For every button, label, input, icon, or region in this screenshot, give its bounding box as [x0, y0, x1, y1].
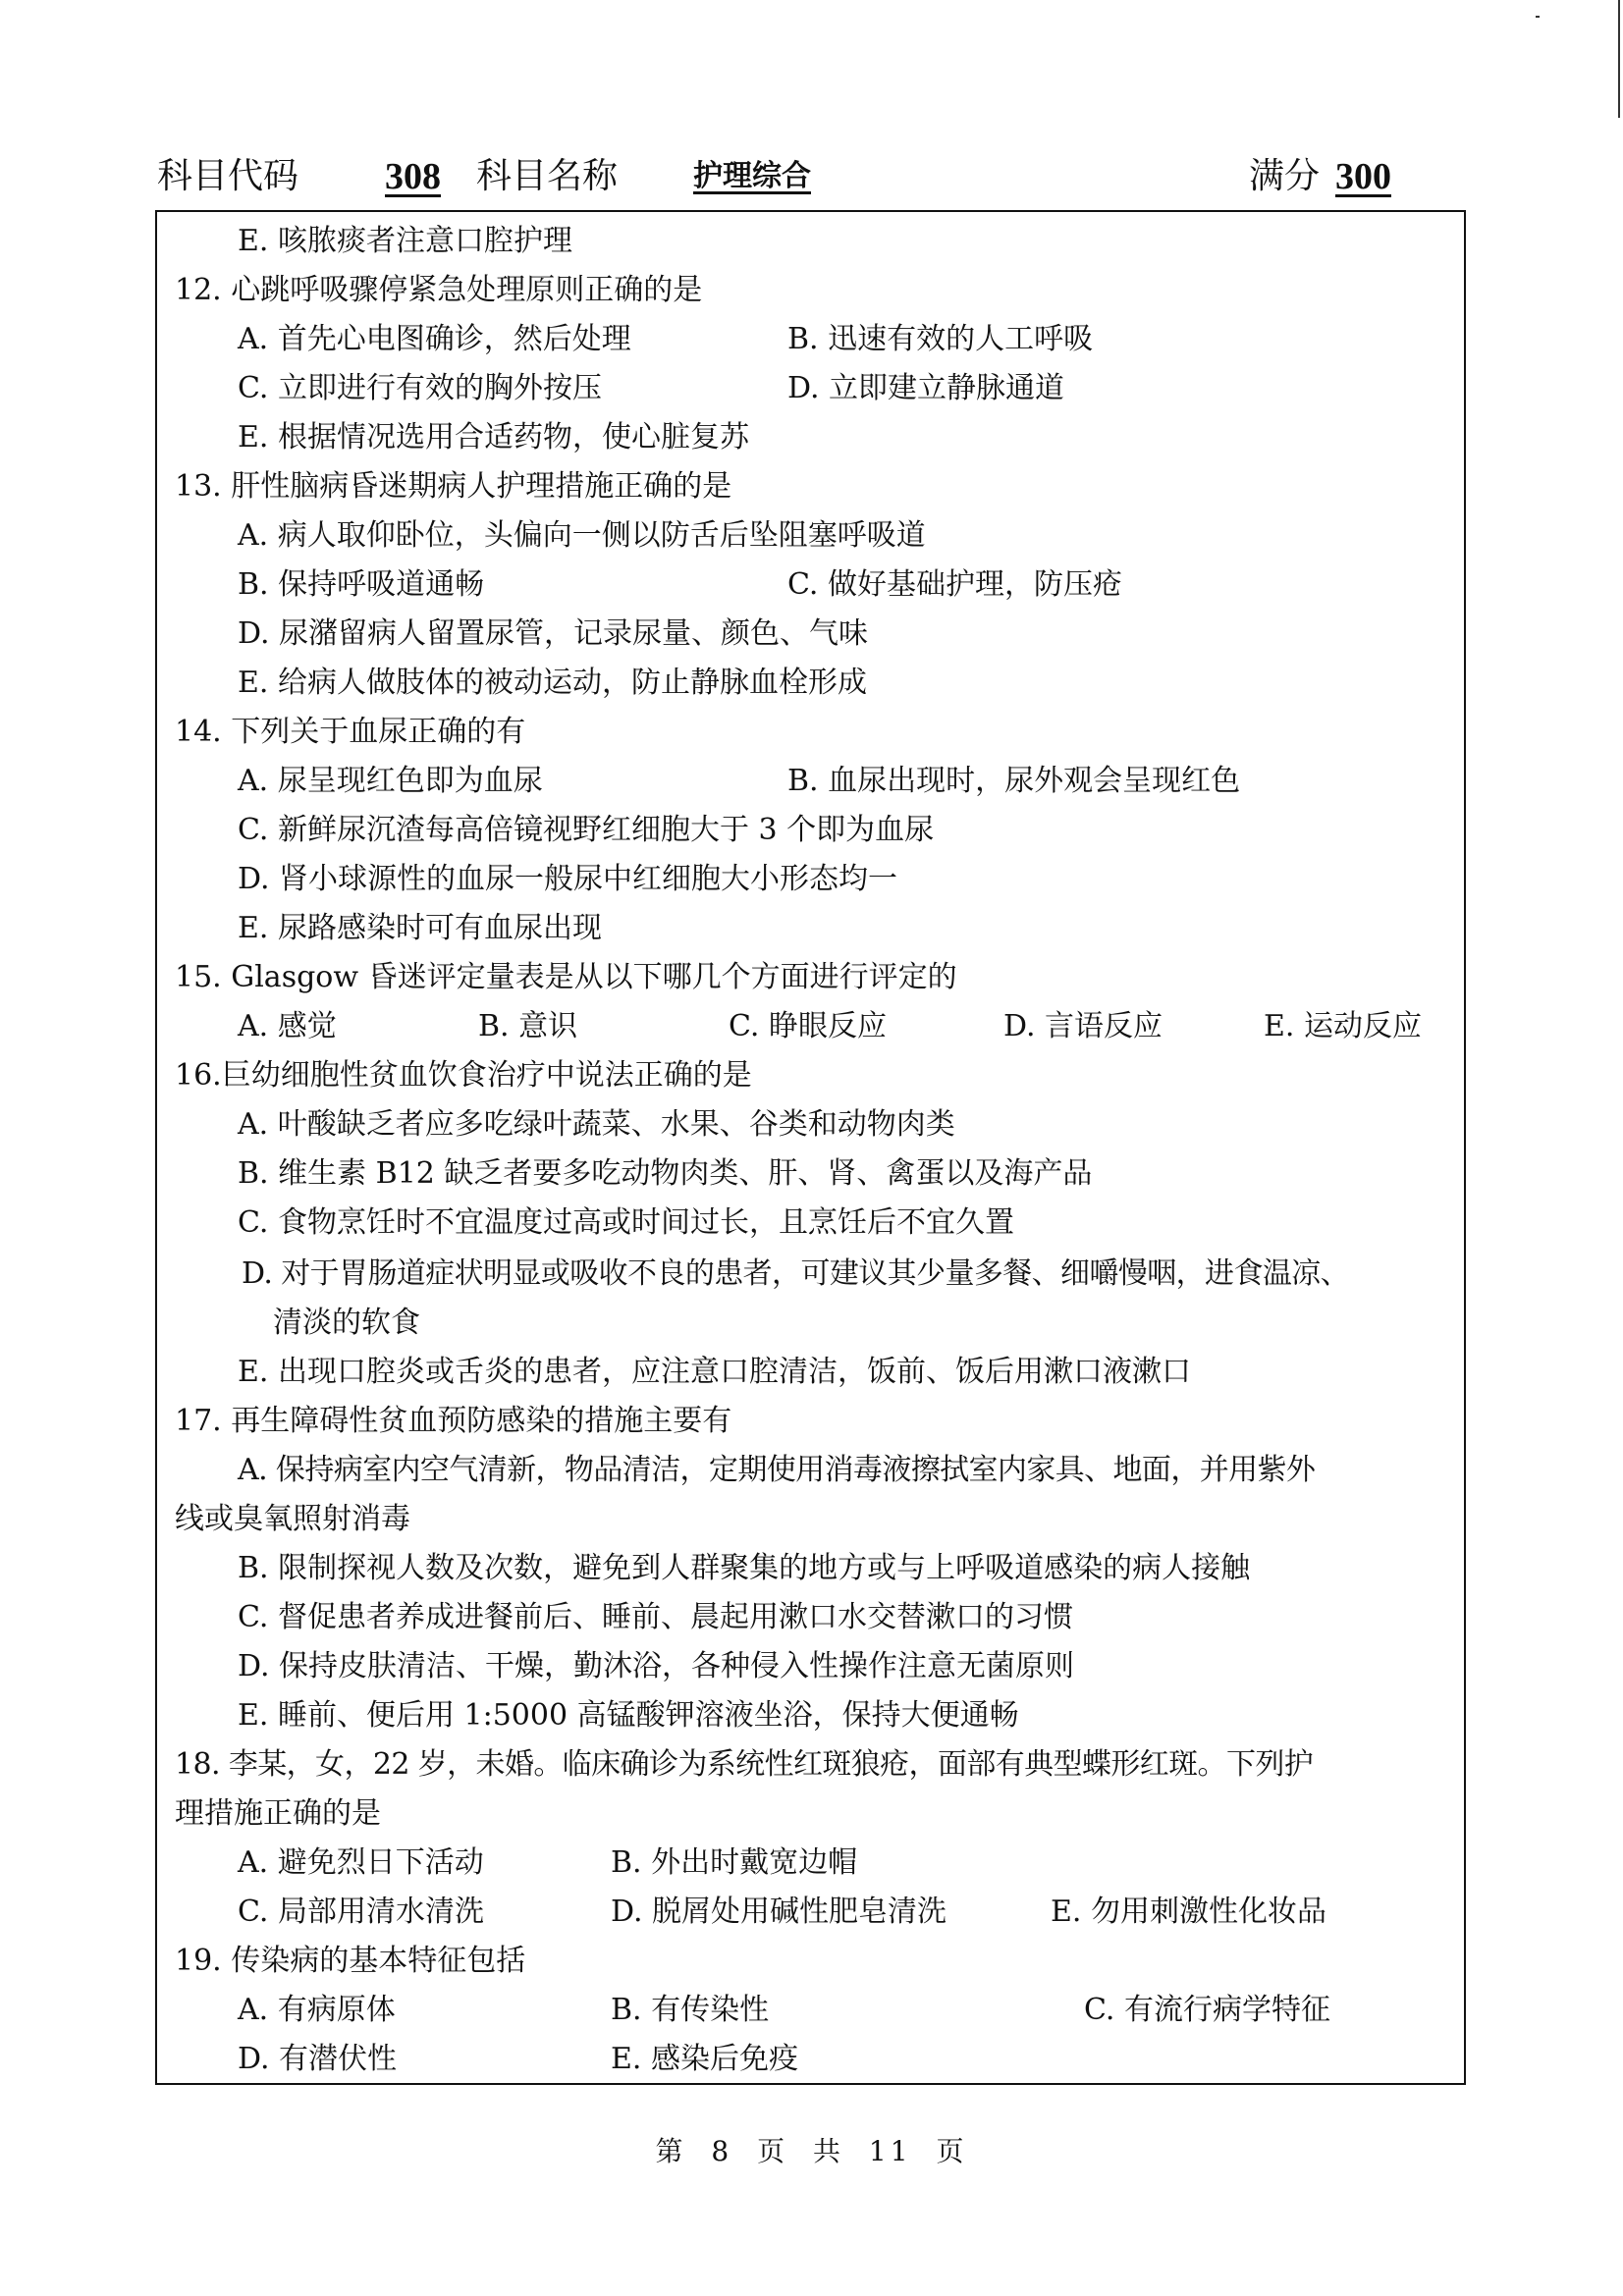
q18-option-c: C. 局部用清水清洗: [238, 1895, 484, 1929]
q16-stem: 16.巨幼细胞性贫血饮食治疗中说法正确的是: [175, 1058, 752, 1093]
q19-options-row-2: [238, 2040, 1416, 2079]
exam-header: [157, 147, 1399, 206]
full-score-label: 满分: [1249, 156, 1321, 196]
q17-option-c: C. 督促患者养成进餐前后、睡前、晨起用漱口水交替漱口的习惯: [238, 1600, 1073, 1634]
q14-option-a: A. 尿呈现红色即为血尿: [238, 764, 543, 798]
q16-option-d: D. 对于胃肠道症状明显或吸收不良的患者，可建议其少量多餐、细嚼慢咽，进食温凉、: [242, 1256, 1350, 1291]
q17-stem: 17. 再生障碍性贫血预防感染的措施主要有: [175, 1404, 732, 1438]
q19-option-c: C. 有流行病学特征: [1084, 1993, 1330, 2027]
q12-option-d: D. 立即建立静脉通道: [787, 371, 1065, 405]
q12-option-e: E. 根据情况选用合适药物，使心脏复苏: [238, 420, 749, 454]
q18-options-row-2: [238, 1893, 1455, 1932]
q15-option-d: D. 言语反应: [1003, 1009, 1163, 1043]
q16-option-a: A. 叶酸缺乏者应多吃绿叶蔬菜、水果、谷类和动物肉类: [238, 1107, 955, 1142]
subject-name-value: 护理综合: [693, 159, 811, 193]
q12-option-c: C. 立即进行有效的胸外按压: [238, 371, 602, 405]
q19-option-b: B. 有传染性: [611, 1993, 770, 2027]
q13-stem: 13. 肝性脑病昏迷期病人护理措施正确的是: [175, 469, 732, 504]
q17-option-d: D. 保持皮肤清洁、干燥，勤沐浴，各种侵入性操作注意无菌原则: [238, 1649, 1075, 1683]
q16-option-b: B. 维生素 B12 缺乏者要多吃动物肉类、肝、肾、禽蛋以及海产品: [238, 1156, 1093, 1191]
q13-options-row-2: [238, 565, 1416, 605]
q18-options-row-1: [238, 1843, 1416, 1883]
q17-option-a: A. 保持病室内空气清新，物品清洁，定期使用消毒液擦拭室内家具、地面，并用紫外: [238, 1453, 1316, 1487]
q16-option-e: E. 出现口腔炎或舌炎的患者，应注意口腔清洁，饭前、饭后用漱口液漱口: [238, 1355, 1191, 1389]
q14-option-b: B. 血尿出现时，尿外观会呈现红色: [787, 764, 1241, 798]
q17-option-a-continued: 线或臭氧照射消毒: [175, 1502, 410, 1536]
subject-code-label: 科目代码: [157, 156, 299, 196]
q13-option-d: D. 尿潴留病人留置尿管，记录尿量、颜色、气味: [238, 616, 869, 651]
q18-stem-continued: 理措施正确的是: [175, 1796, 381, 1831]
q15-option-a: A. 感觉: [238, 1009, 337, 1043]
q19-options-row-1: [238, 1991, 1455, 2030]
q15-option-b: B. 意识: [478, 1009, 578, 1043]
scan-edge-mark: [1618, 0, 1620, 118]
q15-option-e: E. 运动反应: [1264, 1009, 1422, 1043]
q17-option-b: B. 限制探视人数及次数，避免到人群聚集的地方或与上呼吸道感染的病人接触: [238, 1551, 1251, 1585]
question-box: [155, 210, 1466, 2085]
q18-option-a: A. 避免烈日下活动: [238, 1845, 484, 1880]
q19-option-d: D. 有潜伏性: [238, 2042, 398, 2076]
q19-stem: 19. 传染病的基本特征包括: [175, 1944, 526, 1978]
q18-stem: 18. 李某，女，22 岁，未婚。临床确诊为系统性红斑狼疮，面部有典型蝶形红斑。下列护: [175, 1747, 1314, 1782]
q12-options-row-2: [238, 369, 1416, 408]
q13-option-a: A. 病人取仰卧位，头偏向一侧以防舌后坠阻塞呼吸道: [238, 518, 926, 553]
q12-options-row-1: [238, 320, 1416, 359]
q13-option-e: E. 给病人做肢体的被动运动，防止静脉血栓形成: [238, 666, 867, 700]
q14-options-row-1: [238, 762, 1416, 801]
scan-speck: [1536, 16, 1540, 18]
subject-code-value: 308: [385, 156, 441, 197]
q13-option-c: C. 做好基础护理，防压疮: [787, 567, 1122, 602]
q12-option-b: B. 迅速有效的人工呼吸: [787, 322, 1094, 356]
q11-option-e: E. 咳脓痰者注意口腔护理: [238, 224, 572, 258]
q12-stem: 12. 心跳呼吸骤停紧急处理原则正确的是: [175, 273, 703, 307]
subject-name-label: 科目名称: [476, 156, 619, 196]
q19-option-a: A. 有病原体: [238, 1993, 396, 2027]
q15-stem: 15. Glasgow 昏迷评定量表是从以下哪几个方面进行评定的: [175, 960, 957, 994]
q15-options-row: [238, 1007, 1455, 1046]
q13-option-b: B. 保持呼吸道通畅: [238, 567, 485, 602]
q17-option-e: E. 睡前、便后用 1:5000 高锰酸钾溶液坐浴，保持大便通畅: [238, 1698, 1019, 1733]
q19-option-e: E. 感染后免疫: [611, 2042, 798, 2076]
q18-option-b: B. 外出时戴宽边帽: [611, 1845, 858, 1880]
full-score-value: 300: [1335, 156, 1391, 197]
q14-stem: 14. 下列关于血尿正确的有: [175, 715, 526, 749]
q18-option-e: E. 勿用刺激性化妆品: [1051, 1895, 1326, 1929]
q16-option-c: C. 食物烹饪时不宜温度过高或时间过长，且烹饪后不宜久置: [238, 1205, 1014, 1240]
q15-option-c: C. 睁眼反应: [729, 1009, 887, 1043]
page-number: 第 8 页 共 11 页: [655, 2135, 968, 2167]
q14-option-e: E. 尿路感染时可有血尿出现: [238, 911, 602, 945]
q14-option-c: C. 新鲜尿沉渣每高倍镜视野红细胞大于 3 个即为血尿: [238, 813, 935, 847]
q16-option-d-continued: 清淡的软食: [273, 1306, 420, 1340]
q18-option-d: D. 脱屑处用碱性肥皂清洗: [611, 1895, 947, 1929]
q14-option-d: D. 肾小球源性的血尿一般尿中红细胞大小形态均一: [238, 862, 898, 896]
q12-option-a: A. 首先心电图确诊，然后处理: [238, 322, 631, 356]
